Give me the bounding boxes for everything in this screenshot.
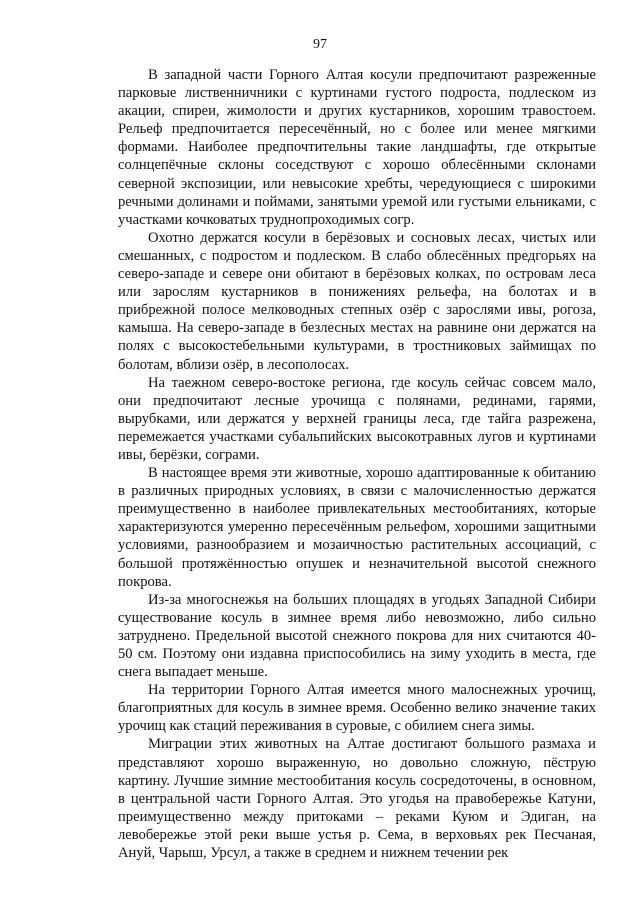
page-body (118, 66, 596, 862)
page-number: 97 (313, 37, 327, 52)
paragraph-taiga-northeast: На таежном северо-востоке региона, где косуль сейчас совсем мало, они предпочитают лесные урочища с полянами, рединами, гарями, вырубками, или держатся у верхней границы леса, где тайга разрежена, перемежается участками субальпийских высокотравных лугов и куртинами ивы, берёзки, сограми. (118, 374, 596, 463)
paragraph-migrations: Миграции этих животных на Алтае достигают большого размаха и представляют хорошо выраженную, но довольно сложную, пёструю картину. Лучшие зимние местообитания косуль сосредоточены, в основном, в центральной части Горного Алтая. Это угодья на правобережье Катуни, преимущественно между притоками – реками Куюм и Эдиган, на левобережье этой реки выше устья р. Сема, в верховьях рек Песчаная, Ануй, Чарыш, Урсул, а также в среднем и нижнем течении рек (118, 736, 596, 862)
paragraph-deep-snow: Из-за многоснежья на больших площадях в угодьях Западной Сибири существование косуль в зимнее время либо невозможно, либо сильно затруднено. Предельной высотой снежного покрова для них считаются 40-50 см. Поэтому они издавна приспособились на зиму уходить в места, где снега выпадает меньше. (118, 591, 596, 681)
paragraph-present-habitats: В настоящее время эти животные, хорошо адаптированные к обитанию в различных природных условиях, в связи с малочисленностью держатся преимущественно в наиболее привлекательных местообитаниях, которые характеризуются умеренно пересечённым рельефом, хорошими защитными условиями, разнообразием и мозаичностью растительных ассоциаций, с большой протяжённостью опушек и незначительной высотой снежного покрова. (118, 465, 596, 590)
paragraph-low-snow-areas: На территории Горного Алтая имеется много малоснежных урочищ, благоприятных для косуль в зимнее время. Особенно велико значение таких урочищ как стаций переживания в суровые, с обилием снега зимы. (118, 682, 596, 735)
paragraph-birch-pine-forests: Охотно держатся косули в берёзовых и сосновых лесах, чистых или смешанных, с подростом и подлеском. В слабо облесённых предгорьях на северо-западе и севере они обитают в берёзовых колках, по островам леса или зарослям кустарников в понижениях рельефа, на болотах и в прибрежной полосе мелководных степных озёр с зарослями ивы, рогоза, камыша. На северо-западе в безлесных местах на равнине они держатся на полях с высокостебельными культурами, в тростниковых займищах по болотам, вблизи озёр, в лесополосах. (118, 229, 596, 373)
paragraph-western-altai-habitats: В западной части Горного Алтая косули предпочитают разреженные парковые лиственничники с куртинами густого подроста, подлеском из акации, спиреи, жимолости и других кустарников, хорошим травостоем. Рельеф предпочитается пересечённый, но с более или менее мягкими формами. Наиболее предпочтительны такие ландшафты, где открытые солнцепёчные склоны соседствуют с хорошо облесёнными склонами северной экспозиции, или невысокие хребты, чередующиеся с широкими речными долинами и поймами, занятыми уремой или густыми ельниками, с участками кочковатых труднопроходимых согр. (118, 67, 596, 228)
